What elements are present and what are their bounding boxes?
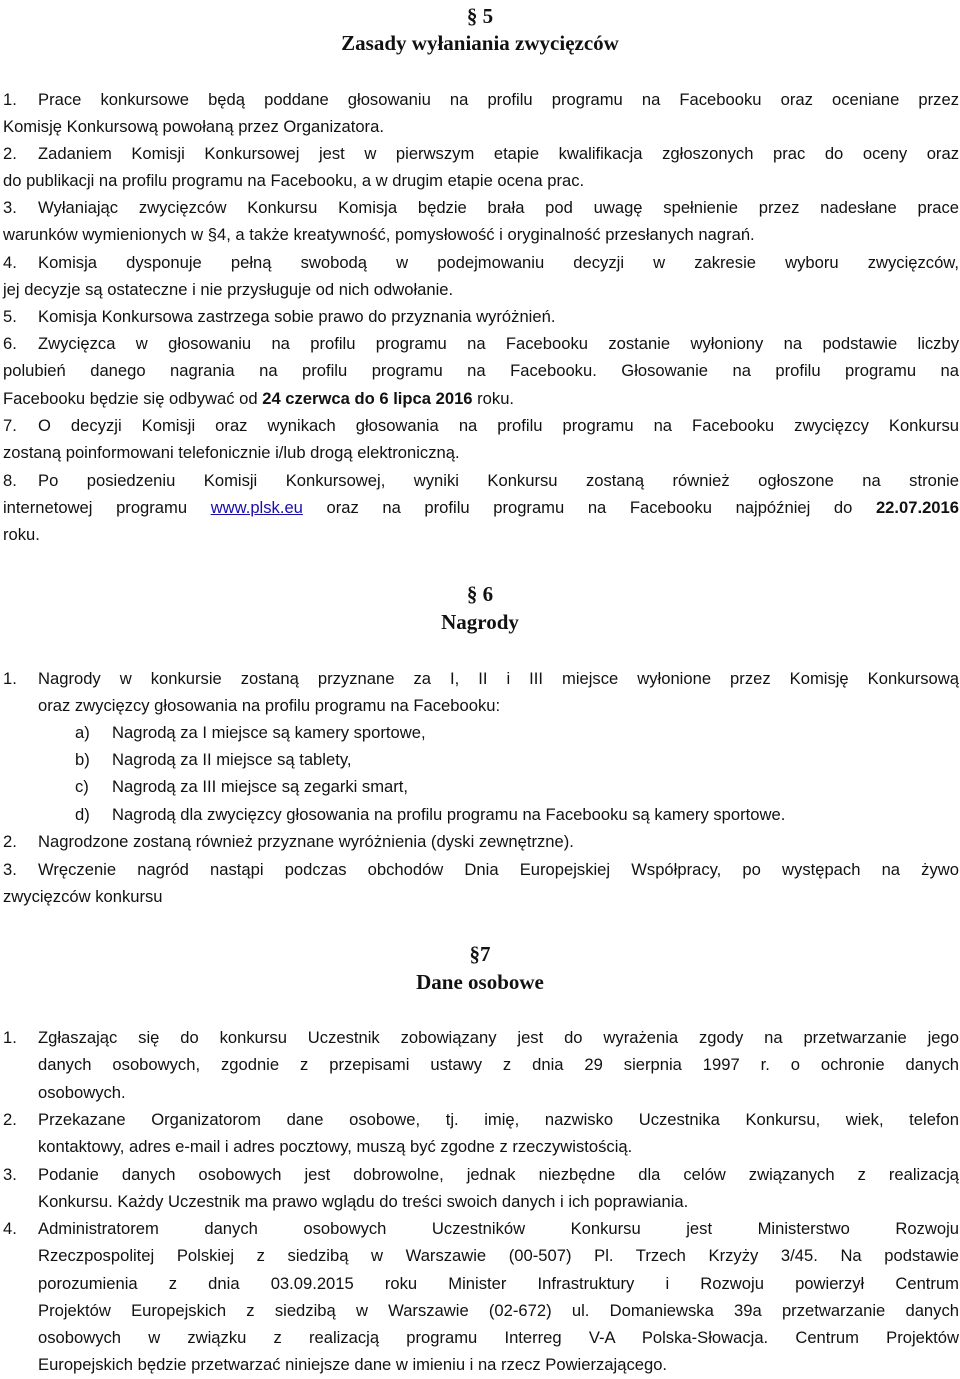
list-number: 5. [3,307,17,326]
s7-p1-line2: danych osobowych, zgodnie z przepisami ustawy z dnia 29 sierpnia 1997 r. o ochronie danych [38,1055,959,1074]
list-number: 1. [3,669,17,688]
s5-p6-line2: polubień danego nagrania na profilu programu na Facebooku. Głosowanie na profilu programu na [3,361,959,380]
s7-p3-line1: 3. Podanie danych osobowych jest dobrowolne, jednak niezbędne dla celów związanych z realizacją [3,1161,959,1188]
list-number: 6. [3,334,17,353]
section-6-sign: § 6 [466,582,494,606]
list-number: 7. [3,416,17,435]
s6-p1-line2: oraz zwycięzcy głosowania na profilu programu na Facebooku: [38,696,501,715]
s5-p1-line2: Komisję Konkursową powołaną przez Organizatora. [3,117,384,136]
s6-p3-line1: 3. Wręczenie nagród nastąpi podczas obchodów Dnia Europejskiej Współpracy, po występach na żywo [3,856,959,883]
list-number: 2. [3,1110,17,1129]
list-number: 2. [3,144,17,163]
s7-p4-line6: Europejskich będzie przetwarzać niniejsze dane w imieniu i na rzecz Powierzającego. [38,1355,668,1374]
s5-p4-line2: jej decyzje są ostateczne i nie przysługuje od nich odwołanie. [3,280,454,299]
s7-p1-line3: osobowych. [38,1083,126,1102]
s5-p4-line1: 4. Komisja dysponuje pełną swobodą w podejmowaniu decyzji w zakresie wyboru zwycięzców, [3,249,959,276]
s7-p4-line4: Projektów Europejskich z siedzibą w Warszawie (02-672) ul. Domaniewska 39a przetwarzanie danych [38,1301,959,1320]
section-7-sign: §7 [469,942,491,966]
s7-p4-line5: osobowych w związku z realizacją programu Interreg V-A Polska-Słowacja. Centrum Projektów [38,1328,959,1347]
s5-p2-line1: 2. Zadaniem Komisji Konkursowej jest w pierwszym etapie kwalifikacja zgłoszonych prac do oceny oraz [3,140,959,167]
list-number: 3. [3,860,17,879]
s7-p4-line3: porozumienia z dnia 03.09.2015 roku Minister Infrastruktury i Rozwoju powierzył Centrum [38,1274,959,1293]
section-6-title: Nagrody [441,610,519,634]
s5-p6-line3: Facebooku będzie się odbywać od 24 czerwca do 6 lipca 2016 roku. [3,389,515,408]
s5-p2-line2: do publikacji na profilu programu na Facebooku, a w drugim etapie ocena prac. [3,171,585,190]
s7-p3-line2: Konkursu. Każdy Uczestnik ma prawo wglądu do treści swoich danych i ich poprawiania. [38,1192,689,1211]
s5-p5-line1: 5. Komisja Konkursowa zastrzega sobie prawo do przyznania wyróżnień. [3,303,959,330]
plsk-website-link[interactable]: www.plsk.eu [210,498,303,517]
s5-p8-line3: roku. [3,525,40,544]
prize-item-c: c) Nagrodą za III miejsce są zegarki smart, [75,777,409,796]
list-number: 2. [3,832,17,851]
s7-p1-line1: 1. Zgłaszając się do konkursu Uczestnik zobowiązany jest do wyrażenia zgody na przetwarzanie jego [3,1024,959,1051]
list-number: 3. [3,1165,17,1184]
s7-p4-line1: 4. Administratorem danych osobowych Uczestników Konkursu jest Ministerstwo Rozwoju [3,1215,959,1242]
list-number: 4. [3,253,17,272]
section-5-title: Zasady wyłaniania zwycięzców [341,31,619,55]
list-number: 4. [3,1219,17,1238]
prize-item-b: b) Nagrodą za II miejsce są tablety, [75,750,352,769]
s5-p7-line1: 7. O decyzji Komisji oraz wynikach głosowania na profilu programu na Facebooku zwycięzcy Konkursu [3,412,959,439]
deadline-date: 22.07.2016 [875,498,959,517]
s5-p7-line2: zostaną poinformowani telefonicznie i/lub drogą elektroniczną. [3,443,460,462]
section-7-title: Dane osobowe [416,970,544,994]
date-range: 24 czerwca do 6 lipca 2016 [262,389,473,408]
s5-p1-line1: 1. Prace konkursowe będą poddane głosowaniu na profilu programu na Facebooku oraz oceniane przez [3,86,959,113]
prize-item-a: a) Nagrodą za I miejsce są kamery sportowe, [75,723,426,742]
s7-p4-line2: Rzeczpospolitej Polskiej z siedzibą w Warszawie (00-507) Pl. Trzech Krzyży 3/45. Na podstawie [38,1246,959,1265]
list-number: 1. [3,90,17,109]
s5-p3-line2: warunków wymienionych w §4, a także kreatywność, pomysłowość i oryginalność przesłanych nagrań. [3,225,755,244]
s5-p3-line1: 3. Wyłaniając zwycięzców Konkursu Komisja będzie brała pod uwagę spełnienie przez nadesłane prace [3,194,959,221]
s5-p6-line1: 6. Zwycięzca w głosowaniu na profilu programu na Facebooku zostanie wyłoniony na podstawie liczby [3,330,959,357]
s5-p8-line1: 8. Po posiedzeniu Komisji Konkursowej, wyniki Konkursu zostaną również ogłoszone na stronie [3,467,959,494]
list-number: 3. [3,198,17,217]
list-number: 1. [3,1028,17,1047]
s7-p2-line2: kontaktowy, adres e-mail i adres pocztowy, muszą być zgodne z rzeczywistością. [38,1137,633,1156]
prize-item-d: d) Nagrodą dla zwycięzcy głosowania na profilu programu na Facebooku są kamery sportowe. [75,805,786,824]
s6-p3-line2: zwycięzców konkursu [3,887,163,906]
s5-p8-line2: internetowej programu www.plsk.eu oraz na profilu programu na Facebooku najpóźniej do 22.07.2016 [3,498,959,517]
s6-p2-line1: 2. Nagrodzone zostaną również przyznane wyróżnienia (dyski zewnętrzne). [3,828,959,855]
section-5-sign: § 5 [466,4,494,28]
s7-p2-line1: 2. Przekazane Organizatorom dane osobowe, tj. imię, nazwisko Uczestnika Konkursu, wiek, telefon [3,1106,959,1133]
s6-p1-line1: 1. Nagrody w konkursie zostaną przyznane za I, II i III miejsce wyłonione przez Komisję Konkursową [3,665,959,692]
list-number: 8. [3,471,17,490]
